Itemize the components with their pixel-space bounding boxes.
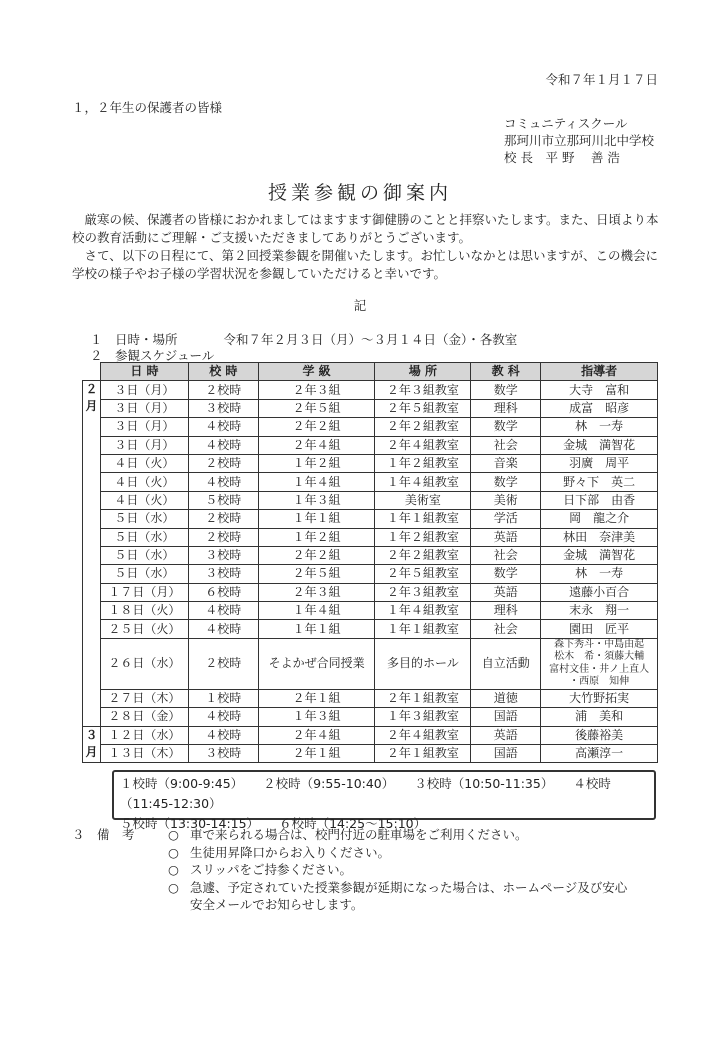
table-row (83, 528, 658, 546)
cell-class: ２年１組 (258, 745, 375, 763)
cell-teacher: 遠藤小百合 (541, 583, 658, 601)
cell-place: １年１組教室 (375, 510, 471, 528)
cell-subject: 美術 (471, 491, 541, 509)
table-row (83, 708, 658, 726)
teacher-name: ・西原 知伸 (569, 676, 630, 688)
table-row (83, 726, 658, 744)
cell-subject: 数学 (471, 473, 541, 491)
cell-subject: 数学 (471, 418, 541, 436)
cell-subject: 数学 (471, 565, 541, 583)
cell-teacher: 大寺 富和 (541, 381, 658, 399)
month-label: ２ 月 (83, 381, 101, 726)
cell-period: ４校時 (188, 726, 258, 744)
item-schedule-label: ２ 参観スケジュール (90, 348, 215, 363)
cell-class: ２年３組 (258, 583, 375, 601)
cell-date: ３日（月） (100, 418, 188, 436)
sender-block (504, 115, 654, 166)
table-row (83, 381, 658, 399)
item1-value: 令和７年２月３日（月）～３月１４日（金）・各教室 (223, 332, 518, 347)
cell-period: ２校時 (188, 528, 258, 546)
cell-date: ２５日（火） (100, 620, 188, 638)
cell-teacher: 園田 匠平 (541, 620, 658, 638)
cell-date: ２６日（水） (100, 638, 188, 689)
sender-line: 校 長 平 野 善 浩 (504, 150, 620, 165)
cell-teacher: 高瀬淳一 (541, 745, 658, 763)
circle-bullet: ○ (168, 844, 179, 860)
cell-period: ３校時 (188, 399, 258, 417)
col-header-date: 日 時 (100, 363, 188, 381)
cell-date: ４日（火） (100, 491, 188, 509)
cell-date: ４日（火） (100, 454, 188, 472)
sender-line: コミュニティスクール (504, 116, 628, 131)
table-row (83, 473, 658, 491)
table-row (83, 454, 658, 472)
schedule-table (82, 362, 658, 763)
period-time: １校時（9:00-9:45） (120, 776, 244, 791)
table-row (83, 491, 658, 509)
cell-teacher: 後藤裕美 (541, 726, 658, 744)
document-title: 授業参観の御案内 (267, 182, 452, 204)
cell-period: ６校時 (188, 583, 258, 601)
col-header-place: 場 所 (375, 363, 471, 381)
cell-subject: 国語 (471, 745, 541, 763)
cell-period: １校時 (188, 689, 258, 707)
body-text (72, 211, 662, 283)
cell-period: ５校時 (188, 491, 258, 509)
teacher-name: 森下秀斗・中島由起 (554, 638, 645, 650)
period-times-box (112, 770, 656, 831)
notes-label: ３ 備 考 (72, 827, 135, 842)
cell-place: １年２組教室 (375, 528, 471, 546)
cell-period: ４校時 (188, 620, 258, 638)
cell-period: ４校時 (188, 708, 258, 726)
cell-place: １年４組教室 (375, 602, 471, 620)
note-item: ○ スリッパをご持参ください。 (168, 862, 353, 877)
cell-class: ２年２組 (258, 418, 375, 436)
body-paragraph: さて、以下の日程にて、第２回授業参観を開催いたします。お忙しいなかとは思いますが、この機会に学校の様子やお子様の学習状況を参観していただけると幸いです。 (72, 248, 659, 281)
table-row (83, 638, 658, 689)
cell-period: ２校時 (188, 381, 258, 399)
addressee: １，２年生の保護者の皆様 (72, 100, 223, 115)
cell-date: ２７日（木） (100, 689, 188, 707)
cell-class: ２年５組 (258, 399, 375, 417)
cell-class: ２年４組 (258, 726, 375, 744)
note-item: ○ 急遽、予定されていた授業参観が延期になった場合は、ホームページ及び安心安全メールでお知らせします。 (168, 879, 628, 912)
cell-subject: 英語 (471, 528, 541, 546)
cell-class: ２年５組 (258, 565, 375, 583)
cell-period: ４校時 (188, 473, 258, 491)
cell-place: 多目的ホール (375, 638, 471, 689)
cell-teacher: 林 一寿 (541, 565, 658, 583)
table-row (83, 689, 658, 707)
cell-period: ３校時 (188, 565, 258, 583)
cell-place: １年３組教室 (375, 708, 471, 726)
cell-subject: 数学 (471, 381, 541, 399)
cell-place: ２年５組教室 (375, 399, 471, 417)
col-header-teacher: 指導者 (541, 363, 658, 381)
cell-date: ３日（月） (100, 399, 188, 417)
period-time: ５校時（13:30-14:15） (120, 816, 260, 831)
cell-subject: 自立活動 (471, 638, 541, 689)
cell-period: ３校時 (188, 546, 258, 564)
month-label: ３ 月 (83, 726, 101, 763)
cell-period: ４校時 (188, 418, 258, 436)
cell-place: 美術室 (375, 491, 471, 509)
table-row (83, 620, 658, 638)
cell-subject: 理科 (471, 602, 541, 620)
cell-date: ３日（月） (100, 381, 188, 399)
cell-date: １３日（木） (100, 745, 188, 763)
cell-date: ４日（火） (100, 473, 188, 491)
cell-subject: 社会 (471, 546, 541, 564)
period-time: ３校時（10:50-11:35） (414, 776, 554, 791)
table-row (83, 510, 658, 528)
cell-class: １年１組 (258, 510, 375, 528)
col-header-subject: 教 科 (471, 363, 541, 381)
cell-class: １年１組 (258, 620, 375, 638)
cell-teacher: 野々下 英二 (541, 473, 658, 491)
cell-class: ２年３組 (258, 381, 375, 399)
cell-class: １年３組 (258, 708, 375, 726)
circle-bullet: ○ (168, 862, 179, 877)
cell-place: １年１組教室 (375, 620, 471, 638)
teacher-name: 富村文佳・井ノ上直人 (549, 663, 650, 675)
cell-date: ２８日（金） (100, 708, 188, 726)
cell-class: １年４組 (258, 602, 375, 620)
cell-class: そよかぜ合同授業 (258, 638, 375, 689)
table-row (83, 583, 658, 601)
cell-date: ５日（水） (100, 546, 188, 564)
table-row (83, 399, 658, 417)
period-line (120, 774, 654, 814)
cell-date: ５日（水） (100, 510, 188, 528)
cell-place: ２年４組教室 (375, 726, 471, 744)
cell-place: ２年２組教室 (375, 546, 471, 564)
note-item: ○ 車で来られる場合は、校門付近の駐車場をご利用ください。 (168, 827, 528, 842)
body-paragraph: 厳寒の候、保護者の皆様におかれましてはますます御健勝のことと拝察いたします。また、日頃より本校の教育活動にご理解・ご支援いただきましてありがとうございます。 (72, 212, 659, 245)
letter-date: 令和７年１月１７日 (545, 72, 658, 87)
cell-date: ３日（月） (100, 436, 188, 454)
cell-date: ５日（水） (100, 528, 188, 546)
cell-subject: 英語 (471, 583, 541, 601)
cell-place: ２年２組教室 (375, 418, 471, 436)
cell-class: １年３組 (258, 491, 375, 509)
cell-place: １年２組教室 (375, 454, 471, 472)
table-row (83, 602, 658, 620)
period-time: ２校時（9:55-10:40） (263, 776, 395, 791)
cell-place: ２年３組教室 (375, 583, 471, 601)
circle-bullet: ○ (168, 879, 179, 895)
period-time: ４校時（11:45-12:30） (120, 776, 611, 811)
cell-period: ４校時 (188, 436, 258, 454)
item1-label: １ 日時・場所 (90, 332, 178, 347)
cell-subject: 道徳 (471, 689, 541, 707)
cell-place: ２年３組教室 (375, 381, 471, 399)
cell-place: １年４組教室 (375, 473, 471, 491)
cell-period: ３校時 (188, 745, 258, 763)
cell-date: １７日（月） (100, 583, 188, 601)
period-time: ６校時（14:25～15:10） (279, 816, 427, 831)
cell-teacher: 林田 奈津美 (541, 528, 658, 546)
corner-cell (83, 363, 101, 381)
cell-class: １年４組 (258, 473, 375, 491)
cell-subject: 学活 (471, 510, 541, 528)
col-header-class: 学 級 (258, 363, 375, 381)
cell-date: ５日（水） (100, 565, 188, 583)
cell-teacher: 金城 満智花 (541, 546, 658, 564)
cell-class: ２年２組 (258, 546, 375, 564)
cell-place: ２年５組教室 (375, 565, 471, 583)
cell-subject: 英語 (471, 726, 541, 744)
cell-subject: 社会 (471, 620, 541, 638)
sender-line: 那珂川市立那珂川北中学校 (504, 133, 655, 148)
note-item: ○ 生徒用昇降口からお入りください。 (168, 844, 391, 860)
cell-place: ２年４組教室 (375, 436, 471, 454)
cell-period: ２校時 (188, 638, 258, 689)
cell-place: ２年１組教室 (375, 745, 471, 763)
circle-bullet: ○ (168, 827, 179, 842)
cell-teacher: 末永 翔一 (541, 602, 658, 620)
table-header-row (83, 363, 658, 381)
cell-class: ２年４組 (258, 436, 375, 454)
table-row (83, 745, 658, 763)
ki-heading: 記 (353, 298, 367, 313)
cell-teacher: 浦 美和 (541, 708, 658, 726)
cell-teacher (541, 638, 658, 689)
cell-class: １年２組 (258, 454, 375, 472)
cell-teacher: 金城 満智花 (541, 436, 658, 454)
cell-place: ２年１組教室 (375, 689, 471, 707)
cell-subject: 国語 (471, 708, 541, 726)
cell-period: ４校時 (188, 602, 258, 620)
cell-class: ２年１組 (258, 689, 375, 707)
cell-subject: 理科 (471, 399, 541, 417)
cell-subject: 社会 (471, 436, 541, 454)
cell-date: １８日（火） (100, 602, 188, 620)
cell-teacher: 羽廣 周平 (541, 454, 658, 472)
cell-teacher: 大竹野拓実 (541, 689, 658, 707)
notes-list (168, 826, 638, 914)
table-row (83, 436, 658, 454)
cell-teacher: 成富 昭彦 (541, 399, 658, 417)
cell-subject: 音楽 (471, 454, 541, 472)
notes-section (72, 826, 638, 914)
cell-period: ２校時 (188, 510, 258, 528)
cell-period: ２校時 (188, 454, 258, 472)
cell-class: １年２組 (258, 528, 375, 546)
cell-date: １２日（水） (100, 726, 188, 744)
teacher-name: 松木 希・須藤大輔 (554, 651, 645, 663)
table-row (83, 565, 658, 583)
table-row (83, 546, 658, 564)
cell-teacher: 林 一寿 (541, 418, 658, 436)
cell-teacher: 岡 龍之介 (541, 510, 658, 528)
table-row (83, 418, 658, 436)
col-header-period: 校 時 (188, 363, 258, 381)
cell-teacher: 日下部 由香 (541, 491, 658, 509)
